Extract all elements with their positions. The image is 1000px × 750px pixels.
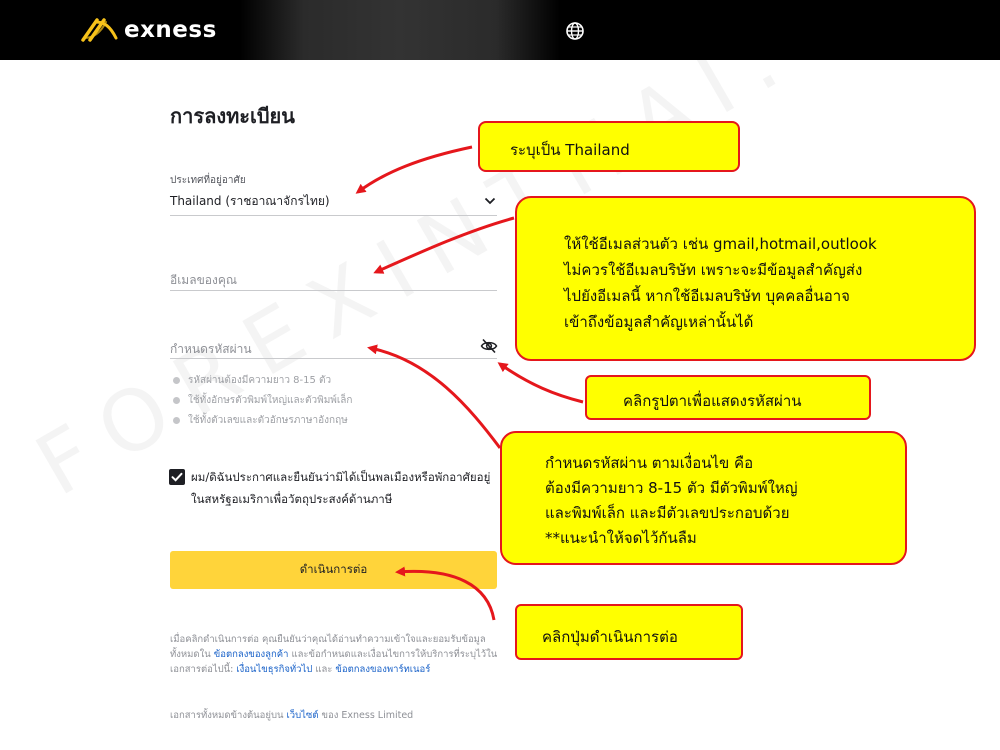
client-agreement-link[interactable]: ข้อตกลงของลูกค้า xyxy=(213,649,289,660)
email-input[interactable]: อีเมลของคุณ xyxy=(170,273,238,287)
annotation-country: ระบุเป็น Thailand xyxy=(478,121,740,172)
password-rule: ใช้ทั้งตัวเลขและตัวอักษรภาษาอังกฤษ xyxy=(173,410,352,430)
rule-bullet-icon xyxy=(173,377,180,384)
rule-bullet-icon xyxy=(173,397,180,404)
exness-logo[interactable] xyxy=(80,16,217,44)
globe-icon[interactable] xyxy=(565,21,585,41)
annotation-eye: คลิกรูปตาเพื่อแสดงรหัสผ่าน xyxy=(585,375,871,420)
country-underline xyxy=(170,215,497,216)
country-select[interactable]: Thailand (ราชอาณาจักรไทย) xyxy=(170,194,330,208)
documents-footnote: เอกสารทั้งหมดข้างต้นอยู่บน เว็บไซต์ ของ Exness Limited xyxy=(170,710,414,721)
arrow-eye xyxy=(500,364,583,402)
eye-off-icon[interactable] xyxy=(480,338,498,354)
logo-text: exness xyxy=(124,17,217,43)
legal-text: เมื่อคลิกดำเนินการต่อ คุณยืนยันว่าคุณได้อ่านทำความเข้าใจและยอมรับข้อมูลทั้งหมดใน ข้อตกลงของลูกค้า และข้อกำหนดและเงื่อนไขการให้บริการที่ระบุไว้ในเอกสารต่อไปนี้: เงื่อนไขธุรกิจทั่วไป และ ข้อตกลงของพาร์ทเนอร์ xyxy=(170,634,498,675)
annotation-password: กำหนดรหัสผ่าน ตามเงื่อนไข คือ ต้องมีความยาว 8-15 ตัว มีตัวพิมพ์ใหญ่ และพิมพ์เล็ก และมีตัวเลขประกอบด้วย **แนะนำให้จดไว้กันลืม xyxy=(500,431,907,565)
partner-agreement-link[interactable]: ข้อตกลงของพาร์ทเนอร์ xyxy=(335,664,431,675)
arrow-password xyxy=(370,348,500,448)
annotation-email: ให้ใช้อีเมลส่วนตัว เช่น gmail,hotmail,outlook ไม่ควรใช้อีเมลบริษัท เพราะจะมีข้อมูลสำคัญส่ง ไปยังอีเมลนี้ หากใช้อีเมลบริษัท บุคคลอื่นอาจ เข้าถึงข้อมูลสำคัญเหล่านั้นได้ xyxy=(515,196,976,361)
password-rules xyxy=(173,370,352,430)
website-link[interactable]: เว็บไซต์ xyxy=(286,710,319,721)
consent-checkbox[interactable] xyxy=(169,469,185,485)
consent-text: ผม/ดิฉันประกาศและยืนยันว่ามิได้เป็นพลเมืองหรือพักอาศัยอยู่ในสหรัฐอเมริกาเพื่อวัตถุประสงค์ด้านภาษี xyxy=(191,470,491,506)
annotation-button: คลิกปุ่มดำเนินการต่อ xyxy=(515,604,743,660)
blurred-region xyxy=(240,0,560,60)
email-underline xyxy=(170,290,497,291)
chevron-down-icon[interactable] xyxy=(484,196,496,206)
country-label: ประเทศที่อยู่อาศัย xyxy=(170,175,246,186)
exness-logo-icon xyxy=(80,16,120,44)
rule-bullet-icon xyxy=(173,417,180,424)
password-rule: รหัสผ่านต้องมีความยาว 8-15 ตัว xyxy=(173,370,352,390)
check-icon xyxy=(169,469,185,485)
password-input[interactable]: กำหนดรหัสผ่าน xyxy=(170,342,252,356)
password-rule: ใช้ทั้งอักษรตัวพิมพ์ใหญ่และตัวพิมพ์เล็ก xyxy=(173,390,352,410)
password-underline xyxy=(170,358,497,359)
continue-button[interactable]: ดำเนินการต่อ xyxy=(170,551,497,589)
general-business-terms-link[interactable]: เงื่อนไขธุรกิจทั่วไป xyxy=(236,664,313,675)
page-title: การลงทะเบียน xyxy=(170,104,295,128)
